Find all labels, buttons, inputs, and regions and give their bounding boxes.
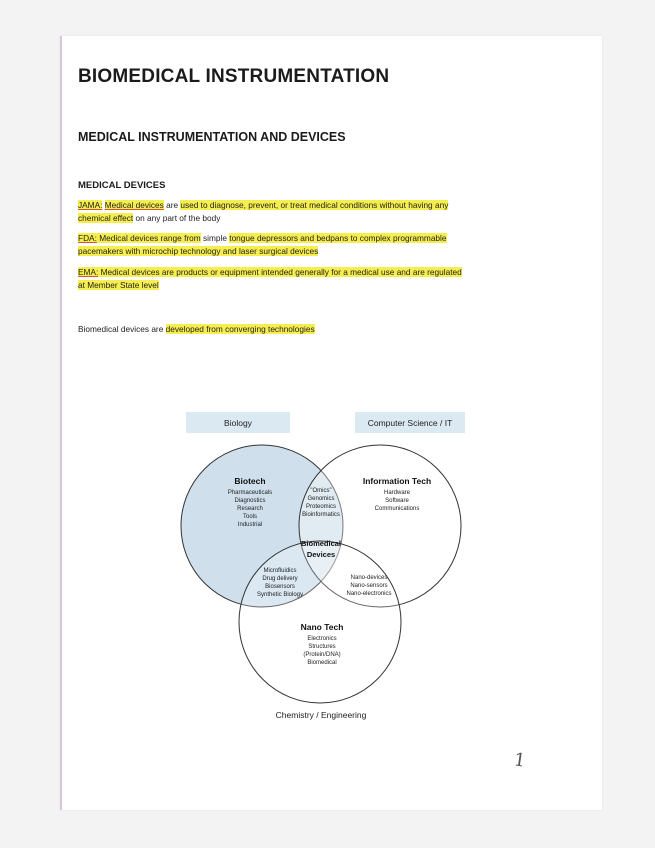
infotech-item: Software bbox=[385, 498, 409, 504]
info-nano-item: Nano-electronics bbox=[346, 591, 392, 597]
ema-label: EMA: bbox=[78, 267, 99, 277]
jama-text-2: are bbox=[163, 200, 181, 210]
jama-text-1: Medical devices bbox=[104, 200, 164, 210]
infotech-item: Hardware bbox=[383, 490, 411, 496]
page-number: 1 bbox=[512, 749, 527, 772]
bio-nano-item: Synthetic Biology bbox=[256, 592, 304, 598]
jama-text-4: on any part of the body bbox=[133, 212, 221, 223]
jama-label: JAMA: bbox=[78, 200, 103, 210]
biotech-title: Biotech bbox=[234, 476, 266, 486]
nanotech-item: (Protein/DNA) bbox=[303, 652, 341, 658]
nanotech-item: Electronics bbox=[307, 636, 337, 642]
biotech-item: Tools bbox=[242, 514, 258, 520]
nanotech-item: Biomedical bbox=[307, 660, 337, 666]
section-heading: MEDICAL DEVICES bbox=[78, 180, 166, 191]
info-nano-item: Nano-devices bbox=[350, 575, 388, 581]
converging-text-2: developed from converging technologies bbox=[165, 324, 315, 334]
info-nano-item: Nano-sensors bbox=[350, 583, 388, 589]
omics-item: Proteomics bbox=[305, 504, 337, 510]
nanotech-item: Structures bbox=[308, 644, 336, 650]
biotech-item: Pharmaceuticals bbox=[227, 490, 273, 496]
chemistry-label: Chemistry / Engineering bbox=[275, 710, 367, 720]
infotech-title: Information Tech bbox=[362, 476, 432, 486]
fda-text-1: Medical devices range from bbox=[96, 233, 201, 243]
fda-text-2: simple bbox=[200, 233, 230, 243]
biotech-item: Research bbox=[237, 506, 263, 512]
page-title: BIOMEDICAL INSTRUMENTATION bbox=[78, 66, 390, 87]
biotech-item: Diagnostics bbox=[234, 498, 266, 504]
section-subtitle: MEDICAL INSTRUMENTATION AND DEVICES bbox=[78, 130, 346, 144]
fda-text-3: tongue depressors and bedpans to complex programmable pacemakers with microchip technology and laser surgical devices bbox=[78, 233, 447, 256]
infotech-item: Communications bbox=[374, 506, 420, 512]
computer-science-label: Computer Science / IT bbox=[367, 418, 453, 428]
omics-item: "Omics" bbox=[310, 488, 332, 494]
fda-label: FDA: bbox=[78, 233, 97, 243]
biotech-item: Industrial bbox=[237, 522, 263, 528]
jama-text-3: used to diagnose, prevent, or treat medical conditions without having any chemical effect bbox=[78, 200, 449, 223]
bio-nano-item: Biosensors bbox=[265, 584, 295, 590]
bio-nano-item: Drug delivery bbox=[262, 576, 298, 582]
converging-text-1: Biomedical devices are bbox=[78, 324, 166, 334]
omics-item: Bioinformatics bbox=[302, 512, 340, 518]
omics-item: Genomics bbox=[307, 496, 335, 502]
center-line-2: Devices bbox=[306, 550, 336, 559]
nanotech-title: Nano Tech bbox=[300, 622, 344, 632]
ema-text-1: Medical devices are products or equipment intended generally for a medical use and are regulated at Member State level bbox=[78, 267, 462, 290]
center-line-1: Biomedical bbox=[300, 539, 342, 548]
bio-nano-item: Microfluidics bbox=[263, 568, 297, 574]
biology-label: Biology bbox=[224, 418, 252, 428]
